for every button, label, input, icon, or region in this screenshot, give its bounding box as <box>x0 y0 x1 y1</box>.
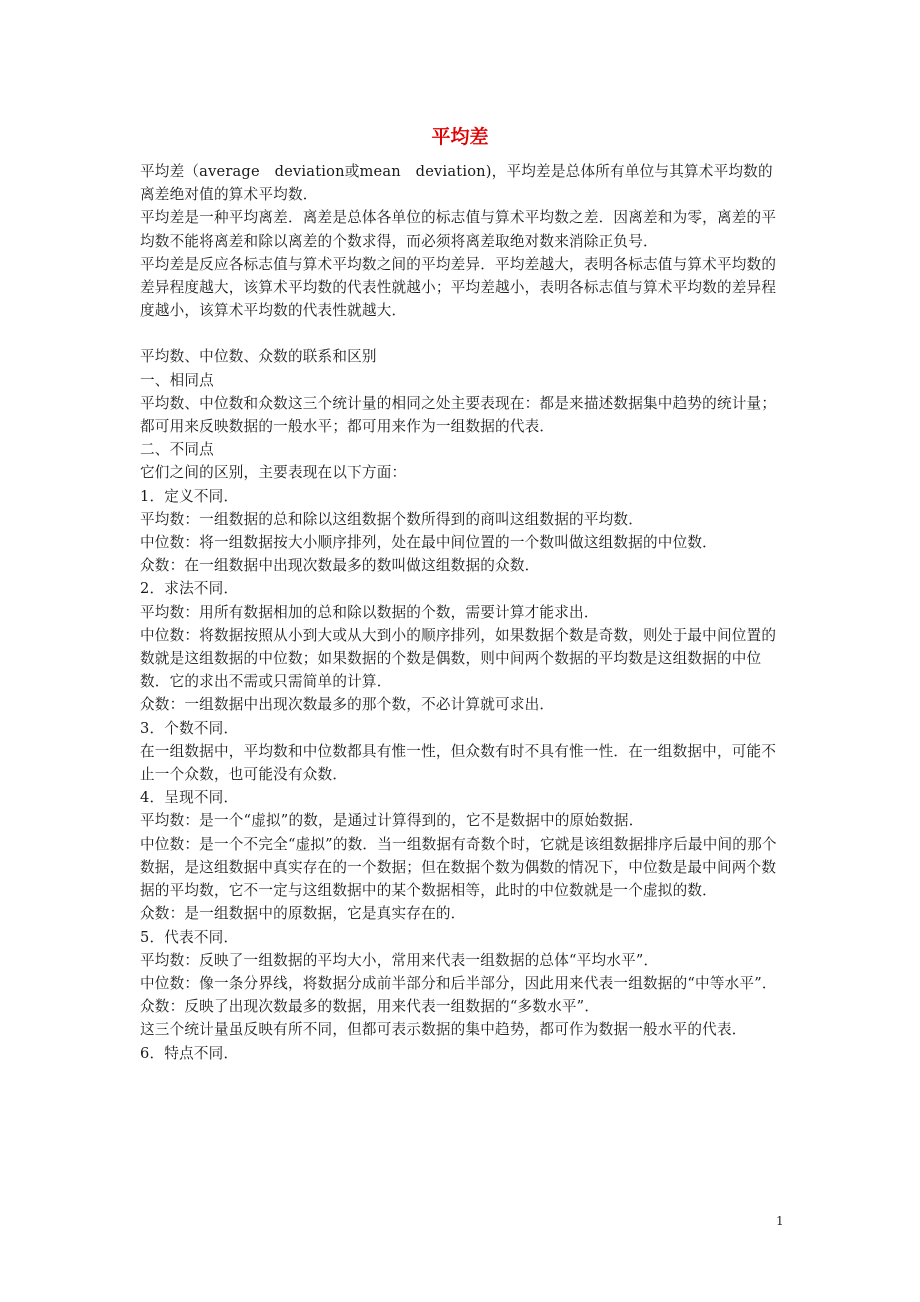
point-5-mean: 平均数：反映了一组数据的平均大小，常用来代表一组数据的总体“平均水平”． <box>140 951 659 969</box>
point-5-heading: 5．代表不同． <box>140 928 239 946</box>
point-2-median: 中位数：将数据按照从小到大或从大到小的顺序排列，如果数据个数是奇数，则处于最中间位置的数就是这组数据的中位数；如果数据的个数是偶数，则中间两个数据的平均数是这组数据的中位数．它的求出不需或只需简单的计算． <box>140 626 777 691</box>
point-3-text: 在一组数据中，平均数和中位数都具有惟一性，但众数有时不具有惟一性．在一组数据中，可能不止一个众数，也可能没有众数． <box>140 742 777 784</box>
page-number: 1 <box>776 1214 784 1228</box>
point-1-mean: 平均数：一组数据的总和除以这组数据个数所得到的商叫这组数据的平均数． <box>140 510 643 528</box>
point-3-heading: 3．个数不同． <box>140 719 239 737</box>
point-4-heading: 4．呈现不同． <box>140 789 239 807</box>
spacer <box>140 322 780 345</box>
document-body <box>140 160 780 1065</box>
point-1-mode: 众数：在一组数据中出现次数最多的数叫做这组数据的众数． <box>140 557 540 575</box>
point-4-mean: 平均数：是一个“虚拟”的数，是通过计算得到的，它不是数据中的原始数据． <box>140 812 644 830</box>
subheading-same: 一、相同点 <box>140 371 214 389</box>
paragraph-interpretation: 平均差是反应各标志值与算术平均数之间的平均差异．平均差越大，表明各标志值与算术平均数的差异程度越大，该算术平均数的代表性就越小；平均差越小，表明各标志值与算术平均数的差异程度越小，该算术平均数的代表性就越大． <box>140 255 777 320</box>
document-title: 平均差 <box>431 126 489 148</box>
point-1-median: 中位数：将一组数据按大小顺序排列，处在最中间位置的一个数叫做这组数据的中位数． <box>140 534 717 552</box>
point-2-mean: 平均数：用所有数据相加的总和除以数据的个数，需要计算才能求出． <box>140 603 599 621</box>
section-heading: 平均数、中位数、众数的联系和区别 <box>140 348 377 366</box>
subheading-different: 二、不同点 <box>140 441 214 459</box>
paragraph-same: 平均数、中位数和众数这三个统计量的相同之处主要表现在：都是来描述数据集中趋势的统计量；都可用来反映数据的一般水平；都可用来作为一组数据的代表． <box>140 394 777 436</box>
point-2-mode: 众数：一组数据中出现次数最多的那个数，不必计算就可求出． <box>140 696 555 714</box>
paragraph-definition: 平均差（average deviation或mean deviation)，平均差是总体所有单位与其算术平均数的离差绝对值的算术平均数． <box>140 163 773 204</box>
point-4-median: 中位数：是一个不完全“虚拟”的数．当一组数据有奇数个时，它就是该组数据排序后最中间的那个数据，是这组数据中真实存在的一个数据；但在数据个数为偶数的情况下，中位数是最中间两个数据的平均数，它不一定与这组数据中的某个数据相等，此时的中位数就是一个虚拟的数． <box>140 835 777 900</box>
point-1-heading: 1．定义不同． <box>140 487 239 505</box>
paragraph-different-intro: 它们之间的区别，主要表现在以下方面： <box>140 464 407 482</box>
paragraph-average-deviation: 平均差是一种平均离差．离差是总体各单位的标志值与算术平均数之差．因离差和为零，离差的平均数不能将离差和除以离差的个数求得，而必须将离差取绝对数来消除正负号． <box>140 209 777 250</box>
point-4-mode: 众数：是一组数据中的原数据，它是真实存在的． <box>140 905 466 923</box>
point-5-median: 中位数：像一条分界线，将数据分成前半部分和后半部分，因此用来代表一组数据的“中等水平”． <box>140 974 777 992</box>
point-2-heading: 2．求法不同． <box>140 580 239 598</box>
point-6-heading: 6．特点不同． <box>140 1044 239 1062</box>
point-5-mode: 众数：反映了出现次数最多的数据，用来代表一组数据的“多数水平”． <box>140 998 600 1016</box>
point-5-summary: 这三个统计量虽反映有所不同，但都可表示数据的集中趋势，都可作为数据一般水平的代表． <box>140 1021 747 1039</box>
